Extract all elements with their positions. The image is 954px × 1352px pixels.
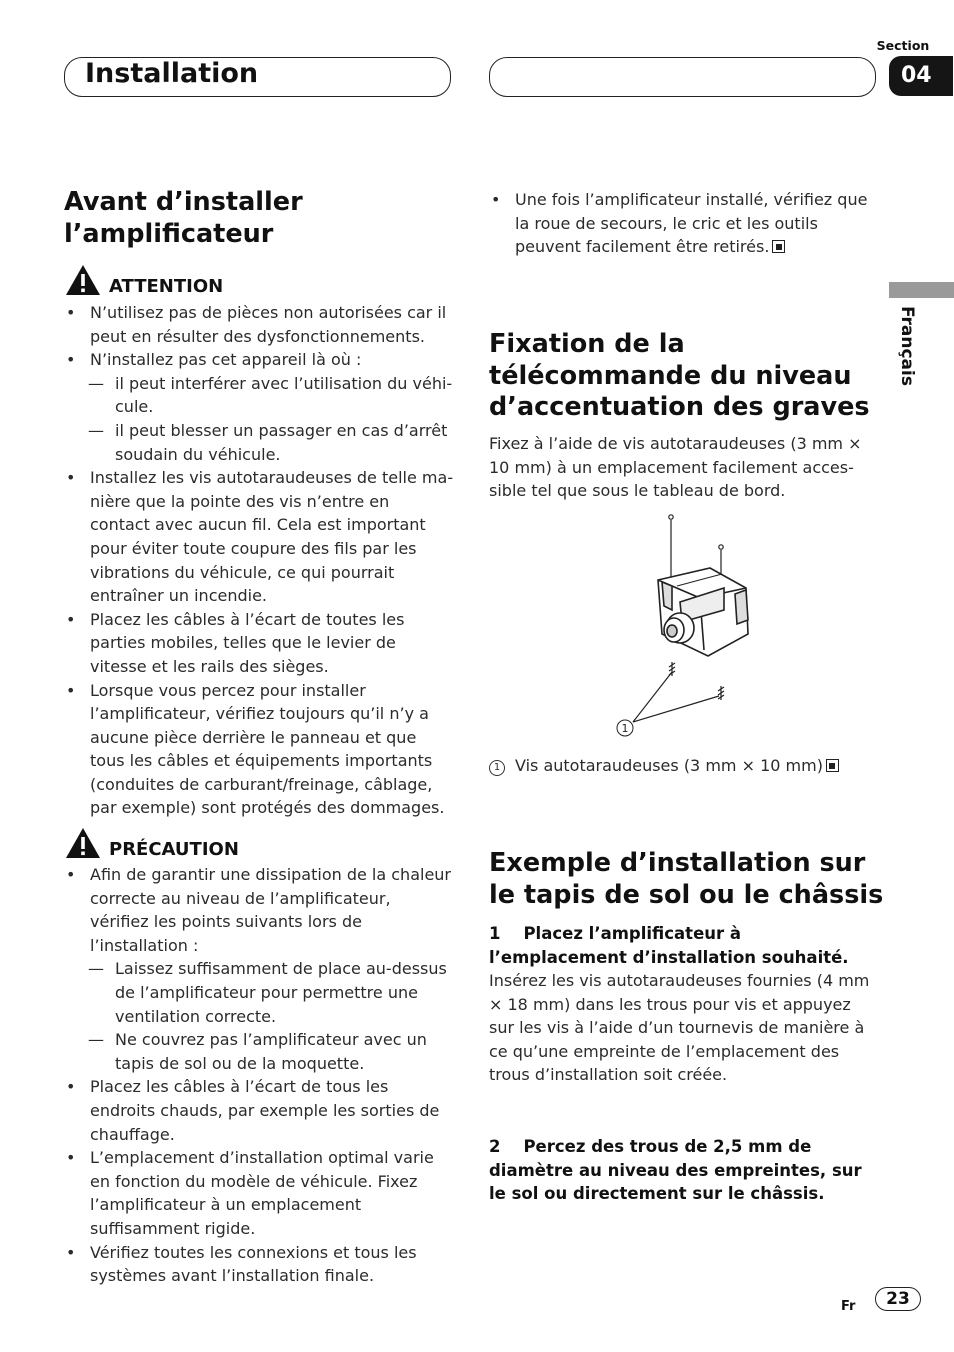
step-2-title: 2 Percez des trous de 2,5 mm de diamètre au niveau des empreintes, sur le sol ou directement sur le châssis. [489,1137,868,1204]
list-item: • Lorsque vous percez pour installer l’amplificateur, vérifiez toujours qu’il n’y a aucune pièce derrière le panneau et que tous les câbles et équipements importants (conduites de carburant/freinage, câblage, par exemple) sont protégés des dommages. [64,679,454,821]
page-title: Installation [85,58,259,89]
list-item: • Placez les câbles à l’écart de tous les endroits chauds, par exemple les sorties de chauffage. [64,1075,454,1146]
precaution-header [65,827,365,861]
heading-line: d’accentuation des graves [489,392,870,422]
list-item-text: Une fois l’amplificateur installé, vérifiez que la roue de secours, le cric et les outils peuvent facilement être retirés. [515,190,868,257]
list-item [489,188,879,259]
callout-number: 1 [621,722,629,735]
list-item: • Installez les vis autotaraudeuses de telle manière que la pointe des vis n’entre en contact avec aucun fil. Cela est important pour éviter toute coupure des fils par les vibrations du véhicule, ce qui pourrait entraîner un incendie. [64,466,454,608]
heading-line: le tapis de sol ou le châssis [489,879,884,910]
language-tab [889,306,939,396]
step-1-title: 1 Placez l’amplificateur à l’emplacement d’installation souhaité. [489,924,849,967]
list-subitem: — il peut blesser un passager en cas d’arrêt soudain du véhicule. [64,419,454,466]
top-right-list [489,188,879,259]
section-number-badge: 04 [889,56,953,96]
list-subitem: — Ne couvrez pas l’amplificateur avec un tapis de sol ou de la moquette. [64,1028,454,1075]
heading-line: Avant d’installer [64,187,303,217]
warning-triangle-icon [65,264,101,296]
fixation-body: Fixez à l’aide de vis autotaraudeuses (3 mm × 10 mm) à un emplacement facilement accessible tel que sous le tableau de bord. [489,434,862,501]
attention-header [65,264,365,298]
heading-line: Fixation de la [489,329,685,359]
illustration-caption [489,754,879,778]
language-tab-bar [889,282,954,298]
section-label: Section [876,38,930,53]
callout-marker: 1 [489,760,505,776]
list-item: • N’installez pas cet appareil là où : [64,348,454,372]
footer-language: Fr [841,1299,856,1314]
language-label: Français [897,306,917,386]
precaution-list [64,863,454,1288]
end-of-section-icon [772,240,785,253]
list-item: • L’emplacement d’installation optimal varie en fonction du modèle de véhicule. Fixez l’amplificateur à un emplacement suffisamment rigide. [64,1146,454,1240]
precaution-label: PRÉCAUTION [109,839,239,860]
heading-avant-installer [64,187,454,250]
caption-text: Vis autotaraudeuses (3 mm × 10 mm) [515,756,823,775]
heading-line: télécommande du niveau [489,360,852,391]
warning-triangle-icon [65,827,101,859]
heading-fixation [489,329,889,424]
list-subitem: — il peut interférer avec l’utilisation du véhicule. [64,372,454,419]
attention-list [64,301,454,820]
heading-line: Exemple d’installation sur [489,848,866,878]
header-right-pill [489,57,876,97]
remote-control-illustration [600,510,770,750]
list-item: • Vérifiez toutes les connexions et tous les systèmes avant l’installation finale. [64,1241,454,1288]
list-subitem: — Laissez suffisamment de place au-dessus de l’amplificateur pour permettre une ventilation correcte. [64,957,454,1028]
list-item: • Afin de garantir une dissipation de la chaleur correcte au niveau de l’amplificateur, vérifiez les points suivants lors de l’installation : [64,863,454,957]
end-of-section-icon [826,759,839,772]
list-item: • N’utilisez pas de pièces non autorisées car il peut en résulter des dysfonctionnements. [64,301,454,348]
attention-label: ATTENTION [109,276,224,297]
step-1-body: Insérez les vis autotaraudeuses fournies (4 mm × 18 mm) dans les trous pour vis et appuyez sur les vis à l’aide d’un tournevis de manière à ce qu’une empreinte de l’emplacement des trous d’installation soit créée. [489,971,870,1085]
heading-line: l’amplificateur [64,218,274,249]
heading-exemple [489,848,889,911]
page-number: 23 [875,1287,921,1311]
list-item: • Placez les câbles à l’écart de toutes les parties mobiles, telles que le levier de vitesse et les rails des sièges. [64,608,454,679]
